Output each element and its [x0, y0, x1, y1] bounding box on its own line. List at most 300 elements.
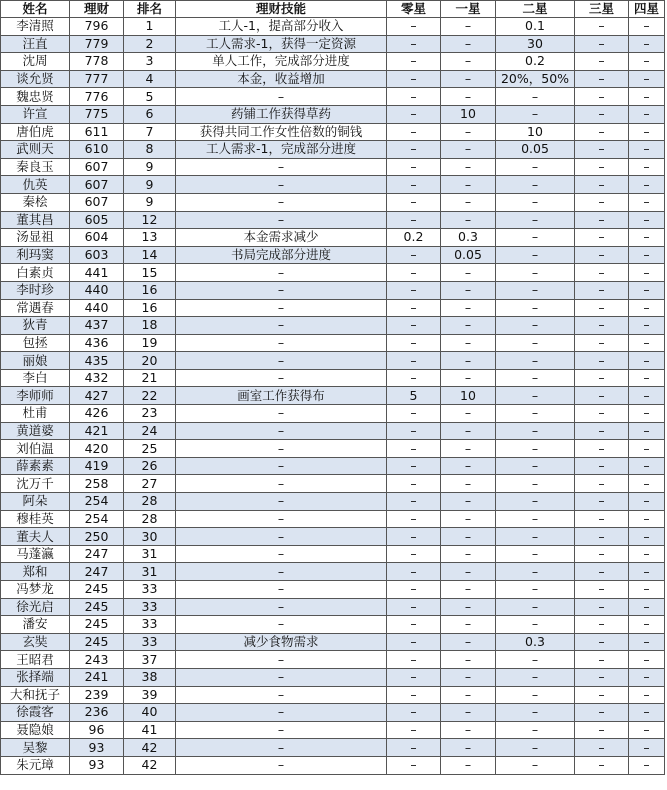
star-1-cell: – — [441, 317, 496, 335]
star-4-cell: – — [629, 53, 665, 71]
star-0-cell: – — [387, 563, 441, 581]
star-1-cell: – — [441, 545, 496, 563]
finance-cell: 611 — [70, 123, 124, 141]
star-1-cell: – — [441, 633, 496, 651]
finance-cell: 254 — [70, 493, 124, 511]
star-1-cell: – — [441, 264, 496, 282]
finance-cell: 245 — [70, 598, 124, 616]
skill-cell: – — [176, 686, 387, 704]
star-3-cell: – — [575, 387, 629, 405]
finance-cell: 241 — [70, 668, 124, 686]
table-row — [1, 123, 665, 141]
star-4-cell: – — [629, 598, 665, 616]
star-3-cell: – — [575, 756, 629, 774]
finance-cell: 93 — [70, 739, 124, 757]
skill-cell: – — [176, 756, 387, 774]
star-3-cell: – — [575, 405, 629, 423]
star-3-cell: – — [575, 563, 629, 581]
star-1-cell: – — [441, 616, 496, 634]
star-1-cell: – — [441, 756, 496, 774]
rank-cell: 6 — [124, 105, 176, 123]
star-2-cell: – — [496, 528, 575, 546]
finance-cell: 436 — [70, 334, 124, 352]
skill-cell: – — [176, 299, 387, 317]
rank-cell: 13 — [124, 229, 176, 247]
star-4-cell: – — [629, 563, 665, 581]
finance-cell: 796 — [70, 18, 124, 36]
star-0-cell: 0.2 — [387, 229, 441, 247]
header-rank: 排名 — [124, 1, 176, 18]
table-row — [1, 70, 665, 88]
table-row — [1, 299, 665, 317]
star-1-cell: – — [441, 651, 496, 669]
table-row — [1, 633, 665, 651]
name-cell: 李清照 — [1, 18, 70, 36]
star-2-cell: – — [496, 704, 575, 722]
rank-cell: 26 — [124, 457, 176, 475]
star-1-cell: – — [441, 334, 496, 352]
header-star-1: 一星 — [441, 1, 496, 18]
rank-cell: 28 — [124, 493, 176, 511]
star-3-cell: – — [575, 229, 629, 247]
star-0-cell: 5 — [387, 387, 441, 405]
star-3-cell: – — [575, 457, 629, 475]
star-0-cell: – — [387, 211, 441, 229]
star-0-cell: – — [387, 598, 441, 616]
star-3-cell: – — [575, 493, 629, 511]
star-2-cell: – — [496, 88, 575, 106]
name-cell: 刘伯温 — [1, 440, 70, 458]
star-4-cell: – — [629, 18, 665, 36]
name-cell: 马蓬瀛 — [1, 545, 70, 563]
skill-cell: – — [176, 668, 387, 686]
star-3-cell: – — [575, 545, 629, 563]
name-cell: 白素贞 — [1, 264, 70, 282]
name-cell: 包拯 — [1, 334, 70, 352]
finance-cell: 247 — [70, 563, 124, 581]
rank-cell: 18 — [124, 317, 176, 335]
star-4-cell: – — [629, 686, 665, 704]
star-3-cell: – — [575, 70, 629, 88]
table-row — [1, 422, 665, 440]
star-4-cell: – — [629, 545, 665, 563]
star-4-cell: – — [629, 616, 665, 634]
finance-cell: 426 — [70, 405, 124, 423]
star-3-cell: – — [575, 141, 629, 159]
star-0-cell: – — [387, 721, 441, 739]
star-4-cell: – — [629, 70, 665, 88]
star-3-cell: – — [575, 440, 629, 458]
name-cell: 秦良玉 — [1, 158, 70, 176]
table-row — [1, 668, 665, 686]
table-body — [1, 18, 665, 775]
name-cell: 郑和 — [1, 563, 70, 581]
star-4-cell: – — [629, 405, 665, 423]
star-2-cell: – — [496, 651, 575, 669]
star-1-cell: 10 — [441, 105, 496, 123]
rank-cell: 28 — [124, 510, 176, 528]
table-row — [1, 387, 665, 405]
rank-cell: 9 — [124, 193, 176, 211]
star-2-cell: – — [496, 493, 575, 511]
star-0-cell: – — [387, 422, 441, 440]
star-3-cell: – — [575, 176, 629, 194]
name-cell: 冯梦龙 — [1, 581, 70, 599]
skill-cell: 工人需求-1，获得一定资源 — [176, 35, 387, 53]
name-cell: 武则天 — [1, 141, 70, 159]
star-3-cell: – — [575, 581, 629, 599]
star-0-cell: – — [387, 704, 441, 722]
name-cell: 沈周 — [1, 53, 70, 71]
star-0-cell: – — [387, 158, 441, 176]
star-4-cell: – — [629, 739, 665, 757]
star-1-cell: – — [441, 176, 496, 194]
skill-cell: – — [176, 281, 387, 299]
star-1-cell: – — [441, 70, 496, 88]
star-4-cell: – — [629, 440, 665, 458]
rank-cell: 42 — [124, 739, 176, 757]
skill-cell: – — [176, 317, 387, 335]
star-3-cell: – — [575, 510, 629, 528]
star-4-cell: – — [629, 281, 665, 299]
name-cell: 王昭君 — [1, 651, 70, 669]
table-row — [1, 739, 665, 757]
star-2-cell: – — [496, 352, 575, 370]
finance-cell: 435 — [70, 352, 124, 370]
star-2-cell: – — [496, 686, 575, 704]
star-0-cell: – — [387, 510, 441, 528]
star-4-cell: – — [629, 528, 665, 546]
star-3-cell: – — [575, 35, 629, 53]
star-4-cell: – — [629, 105, 665, 123]
star-2-cell: – — [496, 405, 575, 423]
skill-cell: – — [176, 211, 387, 229]
finance-cell: 432 — [70, 369, 124, 387]
name-cell: 李时珍 — [1, 281, 70, 299]
name-cell: 利玛窦 — [1, 246, 70, 264]
skill-cell: 工人需求-1，完成部分进度 — [176, 141, 387, 159]
star-1-cell: – — [441, 299, 496, 317]
skill-cell: – — [176, 475, 387, 493]
star-1-cell: – — [441, 440, 496, 458]
table-row — [1, 686, 665, 704]
star-3-cell: – — [575, 422, 629, 440]
table-row — [1, 105, 665, 123]
star-2-cell: – — [496, 105, 575, 123]
finance-cell: 440 — [70, 299, 124, 317]
finance-cell: 254 — [70, 510, 124, 528]
star-2-cell: 30 — [496, 35, 575, 53]
table-row — [1, 18, 665, 36]
star-0-cell: – — [387, 475, 441, 493]
star-0-cell: – — [387, 668, 441, 686]
star-1-cell: – — [441, 721, 496, 739]
name-cell: 朱元璋 — [1, 756, 70, 774]
name-cell: 谈允贤 — [1, 70, 70, 88]
skill-cell: – — [176, 352, 387, 370]
star-0-cell: – — [387, 616, 441, 634]
star-0-cell: – — [387, 264, 441, 282]
star-0-cell: – — [387, 528, 441, 546]
skill-cell: – — [176, 493, 387, 511]
star-1-cell: – — [441, 457, 496, 475]
star-2-cell: – — [496, 158, 575, 176]
star-1-cell: – — [441, 493, 496, 511]
finance-cell: 258 — [70, 475, 124, 493]
rank-cell: 31 — [124, 545, 176, 563]
star-2-cell: 20%，50% — [496, 70, 575, 88]
star-4-cell: – — [629, 88, 665, 106]
name-cell: 吴黎 — [1, 739, 70, 757]
star-2-cell: 0.2 — [496, 53, 575, 71]
star-4-cell: – — [629, 581, 665, 599]
star-0-cell: – — [387, 53, 441, 71]
table-row — [1, 211, 665, 229]
star-0-cell: – — [387, 281, 441, 299]
finance-cell: 236 — [70, 704, 124, 722]
star-2-cell: – — [496, 545, 575, 563]
skill-cell: – — [176, 510, 387, 528]
star-4-cell: – — [629, 141, 665, 159]
skill-cell: – — [176, 704, 387, 722]
star-2-cell: – — [496, 457, 575, 475]
rank-cell: 41 — [124, 721, 176, 739]
finance-cell: 239 — [70, 686, 124, 704]
star-2-cell: – — [496, 721, 575, 739]
star-0-cell: – — [387, 105, 441, 123]
name-cell: 黄道婆 — [1, 422, 70, 440]
rank-cell: 4 — [124, 70, 176, 88]
star-3-cell: – — [575, 299, 629, 317]
finance-cell: 247 — [70, 545, 124, 563]
skill-cell: – — [176, 616, 387, 634]
table-row — [1, 510, 665, 528]
skill-cell: 本金需求减少 — [176, 229, 387, 247]
table-row — [1, 704, 665, 722]
star-1-cell: – — [441, 405, 496, 423]
finance-cell: 607 — [70, 176, 124, 194]
star-1-cell: – — [441, 528, 496, 546]
rank-cell: 38 — [124, 668, 176, 686]
star-2-cell: – — [496, 739, 575, 757]
star-2-cell: – — [496, 264, 575, 282]
star-4-cell: – — [629, 193, 665, 211]
table-header — [1, 1, 665, 18]
skill-cell: – — [176, 369, 387, 387]
header-star-3: 三星 — [575, 1, 629, 18]
star-0-cell: – — [387, 369, 441, 387]
table-row — [1, 229, 665, 247]
finance-cell: 607 — [70, 193, 124, 211]
star-0-cell: – — [387, 405, 441, 423]
star-1-cell: – — [441, 281, 496, 299]
name-cell: 董夫人 — [1, 528, 70, 546]
star-3-cell: – — [575, 739, 629, 757]
star-2-cell: 0.3 — [496, 633, 575, 651]
star-4-cell: – — [629, 299, 665, 317]
star-3-cell: – — [575, 53, 629, 71]
star-4-cell: – — [629, 352, 665, 370]
star-4-cell: – — [629, 493, 665, 511]
star-1-cell: – — [441, 18, 496, 36]
name-cell: 阿朵 — [1, 493, 70, 511]
name-cell: 丽娘 — [1, 352, 70, 370]
star-0-cell: – — [387, 457, 441, 475]
star-3-cell: – — [575, 281, 629, 299]
rank-cell: 12 — [124, 211, 176, 229]
star-2-cell: – — [496, 387, 575, 405]
table-row — [1, 352, 665, 370]
table-row — [1, 475, 665, 493]
rank-cell: 1 — [124, 18, 176, 36]
finance-cell: 419 — [70, 457, 124, 475]
star-1-cell: – — [441, 475, 496, 493]
rank-cell: 37 — [124, 651, 176, 669]
star-0-cell: – — [387, 651, 441, 669]
finance-cell: 607 — [70, 158, 124, 176]
skill-cell: – — [176, 721, 387, 739]
star-0-cell: – — [387, 756, 441, 774]
name-cell: 仇英 — [1, 176, 70, 194]
name-cell: 张择端 — [1, 668, 70, 686]
star-0-cell: – — [387, 193, 441, 211]
star-1-cell: – — [441, 598, 496, 616]
star-3-cell: – — [575, 668, 629, 686]
star-3-cell: – — [575, 352, 629, 370]
star-1-cell: – — [441, 53, 496, 71]
skill-cell: – — [176, 457, 387, 475]
finance-cell: 421 — [70, 422, 124, 440]
finance-cell: 603 — [70, 246, 124, 264]
rank-cell: 20 — [124, 352, 176, 370]
table-row — [1, 334, 665, 352]
star-1-cell: – — [441, 88, 496, 106]
table-row — [1, 369, 665, 387]
finance-cell: 437 — [70, 317, 124, 335]
star-4-cell: – — [629, 158, 665, 176]
star-4-cell: – — [629, 721, 665, 739]
star-3-cell: – — [575, 264, 629, 282]
table-row — [1, 35, 665, 53]
table-row — [1, 193, 665, 211]
star-0-cell: – — [387, 545, 441, 563]
star-4-cell: – — [629, 317, 665, 335]
star-0-cell: – — [387, 317, 441, 335]
rank-cell: 19 — [124, 334, 176, 352]
star-2-cell: 0.1 — [496, 18, 575, 36]
table-row — [1, 598, 665, 616]
skill-cell: – — [176, 598, 387, 616]
star-1-cell: – — [441, 141, 496, 159]
star-3-cell: – — [575, 528, 629, 546]
skill-cell: – — [176, 193, 387, 211]
skill-cell: 药铺工作获得草药 — [176, 105, 387, 123]
rank-cell: 25 — [124, 440, 176, 458]
skill-cell: – — [176, 545, 387, 563]
rank-cell: 5 — [124, 88, 176, 106]
star-2-cell: – — [496, 281, 575, 299]
skill-cell: 获得共同工作女性倍数的铜钱 — [176, 123, 387, 141]
rank-cell: 15 — [124, 264, 176, 282]
finance-cell: 420 — [70, 440, 124, 458]
finance-cell: 245 — [70, 633, 124, 651]
rank-cell: 8 — [124, 141, 176, 159]
star-1-cell: – — [441, 686, 496, 704]
name-cell: 唐伯虎 — [1, 123, 70, 141]
skill-cell: – — [176, 739, 387, 757]
skill-cell: 画室工作获得布 — [176, 387, 387, 405]
table-row — [1, 756, 665, 774]
star-3-cell: – — [575, 211, 629, 229]
name-cell: 徐霞客 — [1, 704, 70, 722]
rank-cell: 3 — [124, 53, 176, 71]
rank-cell: 40 — [124, 704, 176, 722]
star-3-cell: – — [575, 704, 629, 722]
skill-cell: – — [176, 176, 387, 194]
star-0-cell: – — [387, 352, 441, 370]
skill-cell: 减少食物需求 — [176, 633, 387, 651]
star-2-cell: – — [496, 598, 575, 616]
star-0-cell: – — [387, 176, 441, 194]
star-4-cell: – — [629, 422, 665, 440]
rank-cell: 33 — [124, 616, 176, 634]
table-row — [1, 405, 665, 423]
finance-cell: 605 — [70, 211, 124, 229]
star-4-cell: – — [629, 387, 665, 405]
star-0-cell: – — [387, 70, 441, 88]
star-4-cell: – — [629, 633, 665, 651]
table-row — [1, 651, 665, 669]
table-row — [1, 53, 665, 71]
rank-cell: 14 — [124, 246, 176, 264]
star-0-cell: – — [387, 739, 441, 757]
star-4-cell: – — [629, 704, 665, 722]
name-cell: 穆桂英 — [1, 510, 70, 528]
star-0-cell: – — [387, 141, 441, 159]
star-1-cell: – — [441, 123, 496, 141]
skill-cell: – — [176, 158, 387, 176]
star-3-cell: – — [575, 369, 629, 387]
star-0-cell: – — [387, 334, 441, 352]
star-4-cell: – — [629, 369, 665, 387]
skill-cell: – — [176, 563, 387, 581]
skill-cell: – — [176, 88, 387, 106]
name-cell: 汪直 — [1, 35, 70, 53]
name-cell: 李师师 — [1, 387, 70, 405]
name-cell: 许宣 — [1, 105, 70, 123]
name-cell: 潘安 — [1, 616, 70, 634]
skill-cell: – — [176, 440, 387, 458]
star-0-cell: – — [387, 299, 441, 317]
star-4-cell: – — [629, 510, 665, 528]
rank-cell: 33 — [124, 581, 176, 599]
name-cell: 董其昌 — [1, 211, 70, 229]
skill-cell: – — [176, 264, 387, 282]
rank-cell: 24 — [124, 422, 176, 440]
table-row — [1, 616, 665, 634]
star-4-cell: – — [629, 246, 665, 264]
table-row — [1, 317, 665, 335]
star-4-cell: – — [629, 668, 665, 686]
star-1-cell: – — [441, 35, 496, 53]
star-3-cell: – — [575, 317, 629, 335]
skill-cell: 单人工作，完成部分进度 — [176, 53, 387, 71]
star-2-cell: – — [496, 334, 575, 352]
skill-cell: 书局完成部分进度 — [176, 246, 387, 264]
header-row — [1, 1, 665, 18]
name-cell: 狄青 — [1, 317, 70, 335]
star-1-cell: – — [441, 193, 496, 211]
